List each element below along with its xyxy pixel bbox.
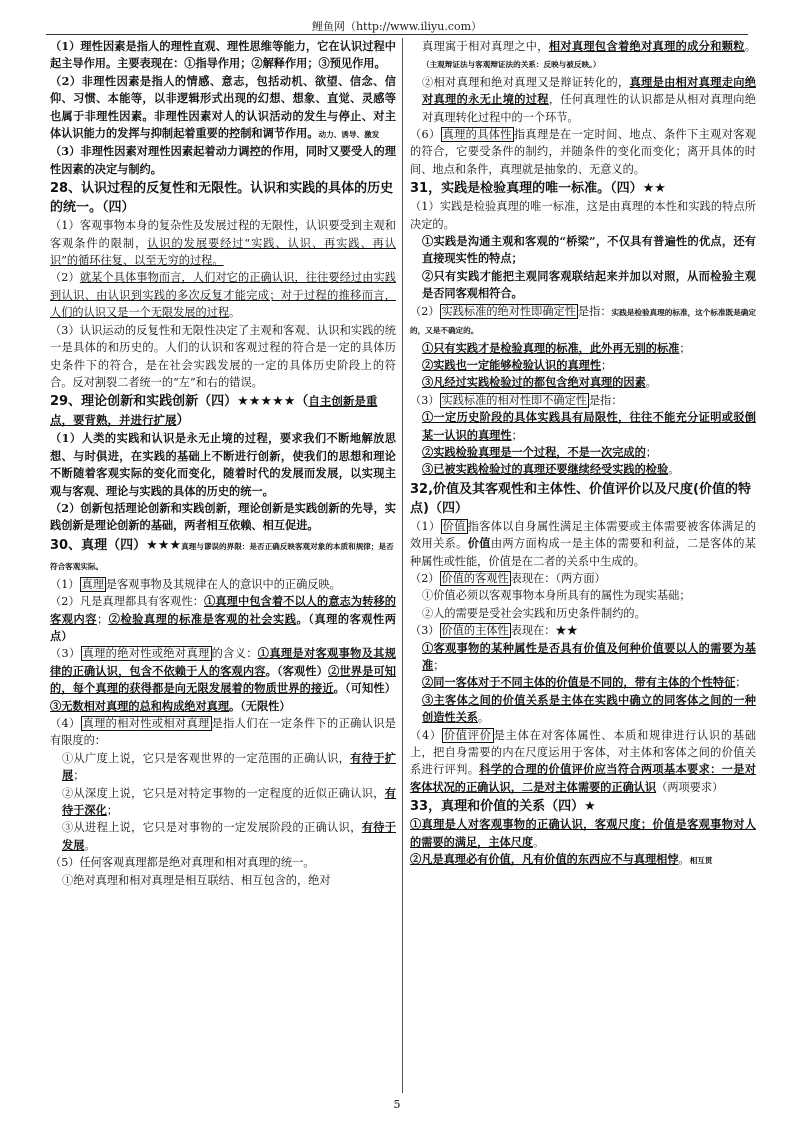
term-box: 实践标准的相对性即不确定性 [441,393,587,407]
text: ； [735,676,747,690]
underlined-text: ①只有实践才是检验真理的标准，此外再无别的标准 [422,340,680,355]
text: ，任何真理性的认识都是从相对真理向绝对真理转化过程中的一个环节。 [422,93,756,124]
paragraph [410,392,756,409]
underlined-text: ①真理中包含着不以人的意志为转移的客观内容 [50,594,396,626]
paragraph [410,409,756,444]
paragraph [410,518,756,570]
text: 。 [533,835,545,849]
text: 。 [645,376,657,390]
header-rule [46,34,748,35]
paragraph: ②人的需要是受社会实践和历史条件制约的。 [422,606,646,620]
term-box: 真理的绝对性或绝对真理 [82,647,210,661]
text: 。（客观性） [265,663,329,678]
paragraph [410,851,756,869]
term-box: 价值的主体性 [441,624,509,638]
term-box: 实践标准的绝对性即确定性 [441,304,576,318]
paragraph: （3）非理性因素对理性因素起着动力调控的作用，同时又要受人的理性因素的决定与制约。 [50,144,396,176]
text: ②从深度上说，它只是对特定事物的一定程度的近似正确认识， [62,786,385,800]
text: ③从进程上说，它只是对事物的一定发展阶段的正确认识， [62,821,362,835]
paragraph: （3）认识运动的反复性和无限性决定了主观和客观、认识和实践的统一是具体的和历史的。人们的认识和客观过程的符合是一定的具体历史条件下的符合，是在社会实践发展的一定的具体历史阶段上的符合。反对割裂二者统一的“左”和右的错误。 [50,323,396,389]
paragraph: ②只有实践才能把主观同客观联结起来并加以对照，从而检验主观是否同客观相符合。 [422,268,756,301]
underlined-text: ②凡是真理必有价值，凡有价值的东西应不与真理相悖 [410,852,679,867]
paragraph [410,816,756,851]
text: （4） [50,717,81,730]
page-number: 5 [393,1098,401,1111]
text: （2）非理性因素是指人的情感、意志，包括动机、欲望、信念、信仰、习惯、本能等，以非逻辑形式出现的幻想、想象、直觉、灵感等也属于非理性因素。非理性因素对人的认识活动的发生与停止、对主体认识能力的发挥与抑制起着重要的控制和调节作用。 [50,73,396,141]
right-column [410,38,756,869]
paragraph [410,126,756,178]
paragraph [410,303,756,340]
text: 。（可知性） [333,681,396,696]
underlined-text: 科学的合理的价值评价应当符合两项基本要求：一是对客体状况的正确认识，二是对主体需要的正确认识 [410,762,756,794]
paragraph [410,374,756,391]
paragraph: ①绝对真理和相对真理是相互联结、相互包含的，绝对 [62,873,331,887]
text: ①从广度上说，它只是客观世界的一定范围的正确认识， [62,751,351,765]
text: （3） [410,393,440,407]
text: ②相对真理和绝对真理又是辩证转化的， [422,75,630,89]
paragraph [410,622,756,639]
text: ； [601,358,613,372]
left-column [50,38,396,889]
text: 指真理是在一定时间、地点、条件下主观对客观的符合，它要受条件的制约，并随条件的变化而变化；离开具体的时间、地点和条件，真理就是抽象的、无意义的。 [410,128,756,176]
underlined-text: 有待于扩展 [62,750,396,783]
text: 由两方面构成一是主体的需要和利益，二是客体的某种属性或性能，价值是在二者的关系中生成的。 [410,537,756,568]
paragraph [50,269,396,321]
text: 是指： [577,304,612,318]
section-heading-28: 28、认识过程的反复性和无限性。认识和实践的具体的历史的统一。（四） [50,181,394,216]
underlined-text: ②检验真理的标准是客观的社会实践 [108,611,297,626]
heading-text: 29、理论创新和实践创新（四）★★★★★（ [50,394,309,410]
text: （2） [50,271,80,285]
text: （3） [410,624,440,638]
paragraph [410,444,756,461]
paragraph [410,38,756,74]
underlined-text: 认识的发展要经过“实践、认识、再实践、再认识”的循环往复、以至无穷的过程。 [50,236,396,268]
term-box: 真理 [81,577,104,591]
paragraph [50,785,396,820]
paragraph [50,819,396,854]
text: 是客观事物及其规律在人的意识中的正确反映。 [105,577,341,591]
term-box: 价值的客观性 [441,571,509,585]
underlined-text: ③主客体之间的价值关系是主体在实践中确立的同客体之间的一种创造性关系 [422,692,756,725]
text: 是主体在对客体属性、本质和规律进行认识的基础上，把自身需要的内在尺度运用于客体，对主体和客体之间的价值关系进行评判。 [410,728,756,777]
underlined-text: 真理是由相对真理走向绝对真理的永无止境的过程 [422,74,756,107]
text: （2） [410,571,440,585]
note: 相互贯 [689,856,713,866]
heading-note: 自主创新是重点，要背熟，并进行扩展 [50,394,378,428]
text: ； [73,769,85,783]
note: 动力、诱导、激发 [318,130,380,140]
paragraph [50,217,396,269]
text: （1） [50,577,80,591]
underlined-text: ②同一客体对于不同主体的价值是不同的，带有主体的个性特征 [422,675,736,690]
text: 是指： [588,393,623,407]
text: ； [96,612,109,626]
paragraph: （1）实践是检验真理的唯一标准，这是由真理的本性和实践的特点所决定的。 [410,200,756,231]
text: （两项要求） [656,780,724,794]
paragraph: （1）理性因素是指人的理性直观、理性思维等能力，它在认识过程中起主导作用。主要表现在：①指导作用；②解释作用；③预见作用。 [50,39,396,71]
term-box: 真理的相对性或相对真理 [82,717,210,730]
text: ； [433,659,445,672]
paragraph: （2）创新包括理论创新和实践创新，理论创新是实践创新的先导，实践创新是理论创新的基础，两者相互依赖、相互促进。 [50,500,396,533]
text: 。 [229,306,241,320]
paragraph [50,750,396,785]
paragraph [410,692,756,727]
text: （2） [410,304,440,318]
underlined-text: ①客观事物的某种属性是否具有价值及何种价值要以人的需要为基准 [422,640,756,672]
text: 。（真理的客观性两点） [50,611,396,643]
underlined-text: ②实践也一定能够检验认识的真理性 [422,357,602,372]
paragraph: （5）任何客观真理都是绝对真理和相对真理的统一。 [50,856,315,870]
text: 。（无限性） [229,698,291,713]
paragraph [50,576,396,593]
paragraph [410,74,756,126]
paragraph [410,340,756,357]
heading-text: 30、真理（四）★★★ [50,537,182,553]
paragraph [410,727,756,797]
text: 是指人们在一定条件下的正确认识是有限度的： [50,717,396,748]
section-heading-32: 32,价值及其客观性和主体性、价值评价以及尺度(价值的特点)（四） [410,481,751,516]
paragraph [410,461,756,478]
underlined-text: ②实践检验真理是一个过程，不是一次完成的 [422,444,646,459]
underlined-text: ③已被实践检验过的真理还要继续经受实践的检验 [422,462,669,477]
section-heading-30 [50,536,396,576]
text: 真理寓于相对真理之中， [422,40,549,53]
paragraph [50,593,396,645]
text: 表现在：（两方面） [510,571,606,585]
section-heading-31: 31，实践是检验真理的唯一标准。（四）★★ [410,181,666,197]
underlined-text: ①一定历史阶段的具体实践具有局限性，往往不能充分证明或驳倒某一认识的真理性 [422,410,756,442]
section-heading-33: 33，真理和价值的关系（四）★ [410,799,596,815]
text: （1） [410,519,441,533]
note: 真理与谬误的界限：是否正确反映客观对象的本质和规律；是否符合客观实际。 [50,541,394,571]
underlined-text: ③凡经过实践检验过的都包含绝对真理的因素 [422,375,646,390]
paragraph [410,570,756,587]
text: 。 [477,711,490,725]
text: 。 [678,853,690,867]
underlined-text: ③无数相对真理的总和构成绝对真理 [50,698,230,713]
text: ； [106,804,118,818]
underlined-text: ①真理是对客观事物及其规律的正确认识，包含不依赖于人的客观内容 [50,646,396,678]
paragraph [410,357,756,374]
term-box: 价值评价 [443,728,492,742]
underlined-text: 相对真理包含着绝对真理的成分和颗粒 [548,39,745,53]
paragraph [50,645,396,715]
text: 表现在：★★ [510,624,578,638]
text: 。 [84,838,96,852]
term-box: 真理的具体性 [442,128,512,142]
paragraph [410,640,756,675]
text: （3） [50,647,81,661]
paragraph: ①价值必须以客观事物本身所具有的属性为现实基础； [422,589,691,603]
text: （2）凡是真理都具有客观性： [50,595,205,609]
text: ； [645,445,657,459]
page-header: 鲤鱼网（http://www.iliyu.com） [311,20,483,33]
note: 实践是检验真理的标准，这个标准既是确定的，又是不确定的。 [410,307,756,336]
underlined-text: 有待于深化 [62,785,396,818]
underlined-text: ②世界是可知的，每个真理的获得都是向无限发展着的物质世界的接近 [50,663,396,696]
paragraph [50,73,396,144]
heading-text: ） [176,413,190,429]
paragraph: （1）人类的实践和认识是永无止境的过程，要求我们不断地解放思想、与时俱进，在实践的基础上不断进行创新，使我们的思想和理论不断随着客观实际的变化而变化，随着时代的发展而发展，以实现主观与客观、理论与实践的具体的历史的统一。 [50,431,396,498]
underlined-text: 就某个具体事物而言，人们对它的正确认识，往往要经过由实践到认识、由认识到实践的多次反复才能完成；对于过程的推移而言，人们的认识又是一个无限发展的过程 [50,271,396,320]
underlined-text: 有待于发展 [62,820,396,852]
text: 。 [744,40,756,53]
column-divider [402,38,403,1093]
text: 。 [668,463,680,477]
paragraph: ①实践是沟通主观和客观的“桥梁”，不仅具有普遍性的优点，还有直接现实性的特点； [422,234,756,266]
term-box: 价值 [442,519,466,533]
text: ； [511,428,523,442]
text: 指客体以自身属性满足主体需要或主体需要被客体满足的效用关系。 [410,519,756,551]
paragraph [410,674,756,691]
paragraph [50,715,396,750]
underlined-text: ①真理是人对客观事物的正确认识，客观尺度；价值是客观事物对人的需要的满足，主体尺度 [410,817,756,849]
text: （4） [410,728,442,742]
text: 价值 [467,536,491,551]
text: 的含义： [211,647,258,661]
note: （主观辩证法与客观辩证法的关系：反映与被反映。） [422,60,601,70]
text: （6） [410,128,441,142]
text: （1）客观事物本身的复杂性及发展过程的无限性，认识要受到主观和客观条件的限制， [50,219,396,250]
text: ； [679,341,691,355]
section-heading-29 [50,392,396,430]
